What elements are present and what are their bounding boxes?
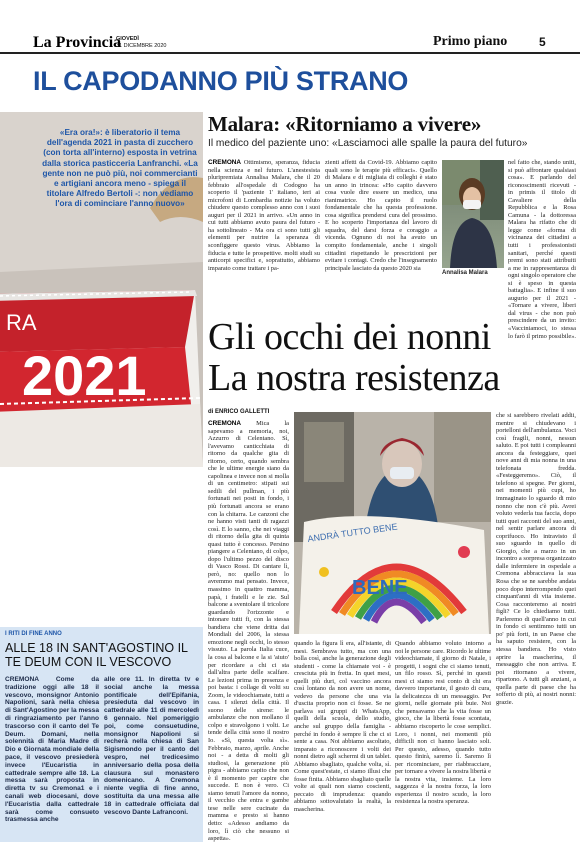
masthead-rule [0,52,580,54]
malara-text-2: zienti affetti da Covid-19. Abbiamo capito quali sono le terapie più efficaci». Quello di Malara e di migliaia di colleghi è stato un anno in trincea: «Ho capito davvero cosa vuole dire essere un medico, una rianimatrice. Ho capito il ruolo fondamentale che ha questa professione. cosa significa prendersi cura del prossimo. E ho scoperto l'importanza del lavoro di squadra, del darsi forza e coraggio a vicenda. Ognuno di noi ha avuto un compito fondamentale, anche i singoli cittadini rispettando le prescrizioni per evitare i contagi. Credo che l'insegnamento principale lasciato da questo 2020 sia [325,159,437,272]
rito-text-1: Come da tradizione oggi alle 18 il vescovo, monsignor Antonio Napolioni, sarà nella chiesa di Sant'Agostino per la messa di ringraziamento per l'anno trascorso con il canto del Te Deum. Domani, nella solennità di Maria Madre di Dio e Giornata mondiale della pace, il vescovo presiederà invece l'Eucaristia in cattedrale sempre alle 18. La messa sarà proposta in diretta tv su Cremona1 e i canali web diocesani, dove l'Eucaristia dalla cattedrale sarà come consueto trasmessa anche [5,676,99,824]
cake-photo [0,112,203,467]
masthead-date: 31 DICEMBRE 2020 [116,43,167,49]
nonni-title-1: Gli occhi dei nonni [208,316,491,358]
nonni-col-1 [208,420,289,843]
malara-portrait [442,160,504,268]
cake-year: 2021 [22,344,147,407]
nonni-dateline: CREMONA [208,420,242,427]
malara-text-3: nel fatto che, stando uniti, si può affrontare qualsiasi cosa». E parlando del riconoscimenti ricevuti - in primis il titolo di Cavaliere della Repubblica e la Rosa Camuna - la dottoressa Malara ha rifatto che di legge come «forma di vicinanza dei cittadini a tutti i professionisti sanitari, perché questi premi sono stati attribuiti a me in rappresentanza di ogni singolo operatore che si è speso in questa battaglia». E infine il suo augurio per il 2021 - «Tornare a vivere, liberi dal virus - che non può prescindere da un invito: «Vacciniamoci, io stessa lo farò il primo possibile». [508,159,576,340]
malara-col-3 [508,159,576,340]
rito-title: ALLE 18 IN SANT'AGOSTINO IL TE DEUM CON IL VESCOVO [5,641,188,669]
nonni-text-3: Quando abbiamo voluto intorno a noi le persone care. Ricordo le ultime videochiamate, il giorno di Natale, i progetti, i sogni che ci siamo tenuti, un filo rosso. Sì, perché in questi mesi ci siamo resi conto di chi era davvero importante, il gesto di cura, la delicatezza di un messaggio. Per giorni, nelle giornate più buie. Noi che pensavamo che la vita fosse un gioco, che la libertà fosse scontata, abbiamo riscoperto le cose semplici. Loro, i nonni, nei momenti più difficili non ci hanno lasciato soli. Per questo, adesso, quando tutto questo finirà, saremo lì. Saremo lì per ricominciare, per riabbracciare, per tornare a vivere la nostra libertà e la nostra vita, insieme. La loro saggezza è la nostra forza, la loro esperienza il nostro scudo, la loro resistenza la nostra speranza. [395,640,492,806]
nonni-text-1: Mica la sapevamo a memoria, noi, Azzurro di Celentano. Sì, l'avevamo canticchiata di ritorno da qualche gita di ritorno, certo, quando sembra che le ultime energie siano da capolinea e invece non si molla di un centimetro: stipati sui sedili del pullman, i più fortunati nei posti in fondo, i più fortunati ancora se erano con la chitarra. Le canzoni che ne hanno visti tanti di ragazzi così. E lo sanno, che nei viaggi di ritorno della gita di quinta quasi tutto è concesso. Persino piangere a Celentano, di colpo, dopo l'ultimo pezzo del disco di Vasco Rossi. Di cantare lì, però, no: quello non lo avremmo mai pensato. Invece, massimo in quattro mamma, papà, i fratelli e le zie. Sul balcone a sventolare il tricolore guardando l'orizzonte e intonare tutti fi, con la stessa bandiera che viene dritta dai Mondiali del 2006, la stessa emozione negli occhi, lo stesso vissuto. La parola Italia cuce, la cosa al balcone e la si 'aiuto' per ricordare a chi ci sta dall'altra parte delle scalfare. Le lezioni prima in presenza e poi basta: i collage di volti su Zoom, le videochiamate, tutti a casa. I silenzi della città. Il suono delle sirene: le ambulanze che non mollano il colpo e stravolgono i volti. Le tende della città sono il nostro Io. «Sì, questa volta sì». Febbraio, marzo, aprile. Anche noi - a detta di molti gli studiosi, la generazione più pigra - abbiamo capito che non è il momento per capire che succede. E non è vero. Ci siamo tenuti l'amore da nonno, il vecchio che entra e gambe tese nelle sere cucinate da mamma e presto si hanno detto: «Adesso andiamo da loro, lì ciò che nessuno si aspetta». [208,420,289,843]
malara-col-1 [208,159,320,321]
section-name: Primo piano [433,34,508,49]
cake-caption: «Era ora!»: è liberatorio il tema dell'agenda 2021 in pasta di zucchero (con torta all'interno) esposta in vetrina dalla storica pasticceria Lanfranchi. «La gente non ne può più, noi commercianti e artigiani ancora meno - spiega il titolare Alfredo Bertoli -: non vediamo l'ora di cominciare l'anno nuovo» [42,128,198,209]
page-number: 5 [539,35,546,49]
nonni-col-4 [496,412,576,838]
nonni-photo [294,412,491,634]
nonni-byline: di ENRICO GALLETTI [208,409,270,415]
nonni-title-2: La nostra resistenza [208,357,500,399]
nonni-photo-illustration [294,412,491,634]
page-banner: IL CAPODANNO PIÙ STRANO [33,66,409,96]
rito-text-2: alle ore 11. In diretta tv e social anche la messa pontificale dell'Epifania, presieduta dal vescovo in cattedrale alle 11 di mercoledì 6 gennaio. Nel pomeriggio poi, come consuetudine, monsignor Napolioni si recherà nella chiesa di San Sigismondo per il canto del vespro, nel tredicesimo anniversario della posa della clausura sul monastero domenicano. A Cremona niente veglia di fine anno, sostituita da una messa alle 18 in cattedrale officiata dal vescovo Dante Lafranconi. [104,676,199,816]
malara-col-2 [325,159,437,321]
nonni-text-2: quando la figura lì era, all'istante, di mesi. Sembrava tutto, ma con una bolla così, anche la generazione degli studenti - come la chiamate voi - è cresciuta più in fretta. In quei mesi, quelli più duri, col vaccino ancora così lontano da non avere un nome, vedevo da persone che una via d'uscita proprio non ci fosse. Se ne parlava sui gruppi di WhatsApp, quelli della scuola, dello studio, anche sul gruppo della famiglia - perché in fondo è sempre lì che ci si sente a casa. Noi abbiamo ascoltato, imparato a riconoscere i volti dei nonni dietro agli schermi di un tablet. Abbiamo sbagliato, qualche volta, sì. Come quest'estate, ci siamo illusi che fosse finita. Abbiamo sbagliato quelle volte ai quali non siamo coscienti, peccato di imprudenza: quando abbiamo sottovalutato la realtà, la mascherina. [294,640,391,814]
nonni-col-3 [395,640,491,838]
malara-text-1: Ottimismo, speranza, fiducia nella scienza e nel futuro. L'anestesista pluripremiata Annalisa Malara, che il 20 febbraio all'ospedale di Codogno ha scoperto il 'paziente 1' italiano, ieri ai microfoni di Lombardia notizie ha voluto chiudere questo complesso anno con i suoi auguri per il 2021 in arrivo. «Un anno in cui tutti abbiamo avuto paura del futuro - ha sottolineato - Ma ora ci sono tutti gli elementi per nutrire la speranza di sconfiggere questo virus. Abbiamo la fiducia e tutte le prospettive. molti studi su anticorpi specifici e, soprattutto, abbiamo imparato come trattare i pa- [208,159,320,272]
rito-box [0,627,203,842]
cake-word: RA [6,310,37,335]
malara-title: Malara: «Ritorniamo a vivere» [208,112,482,136]
masthead-weekday: GIOVEDÌ [116,36,139,42]
rito-dateline: CREMONA [5,676,39,683]
nonni-byline-name: ENRICO GALLETTI [215,409,270,415]
malara-photo-caption: Annalisa Malara [442,270,488,276]
malara-dateline: CREMONA [208,159,242,166]
rito-col-2 [104,676,199,838]
malara-photo [442,160,504,268]
masthead [0,0,580,52]
banner-text: ANDRÀ TUTTO BENE [306,521,399,544]
rito-kicker: I RITI DI FINE ANNO [5,631,62,637]
rito-col-1 [5,676,99,838]
nonni-text-4: che si sarebbero rivelati addii, mentre si chiudevano i portelloni dell'ambulanza. Voci così fragili, nonni, nessun saluto. E poi tutti i compleanni ancora da festeggiare, quei nove anni di mia nonna in una telefonata fredda. «Festeggeremo». Ciò, il telefono si spegne. Per giorni, nei momenti più cupi, ho immaginato lo sguardo di mio nonno che non c'è più. Avrei voluto vederla tua faccia, dopo tutti quei racconti del suo anni, nel sentir parlare ancora di coprifuoco. Ho intravisto il suo sguardo in quello di Giorgio, che a marzo in un incontro a sorpresa organizzato dalle infermiere in ospedale a Cremona abbracciava la sua Rosa che se ne sarebbe andata poco dopo interrompendo quei cinquant'anni di vita insieme. Cosa racconteremo ai nostri figli? Ce lo chiediamo tutti. Parleremo di quell'anno in cui in fondo ci sentimmo tutti un po' più forti, in un Paese che ha saputo resistere, con la stessa bandiera. Ho visto aprire la mascherina, il messaggio che non arriva. E poi ritornano a vivere, ripartono. A tutti gli anziani, a quella parte di paese che ha sofferto di più, ai nostri nonni: grazie. [496,412,576,706]
banner-word: BENE [352,577,408,599]
paper-name: La Provincia [33,34,122,51]
malara-subtitle: Il medico del paziente uno: «Lasciamoci alle spalle la paura del futuro» [208,138,528,149]
nonni-col-2 [294,640,391,838]
